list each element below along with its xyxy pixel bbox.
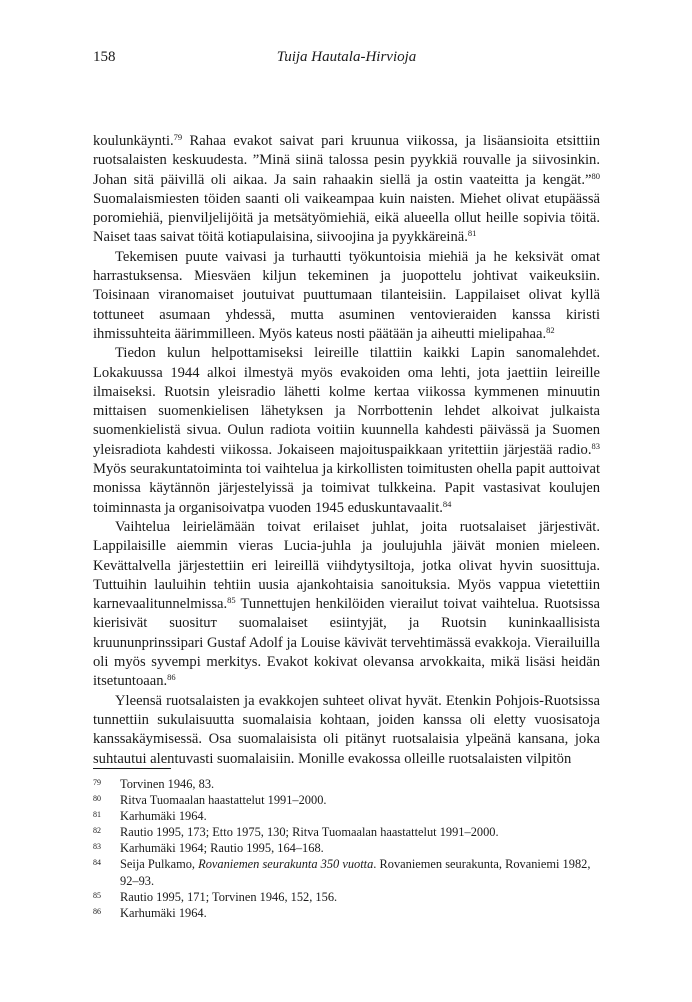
footnote-text (120, 808, 600, 824)
running-head: Tuija Hautala-Hirvioja (276, 49, 417, 65)
footnote (93, 792, 600, 808)
paragraph-text: Tunnettujen henkilöiden vierailut toivat vaihtelua. Ruotsissa kierisivät suosituт suomalaiset esiintyjät, ja Ruotsin kuninkaallisista kruununprinssipari Gustaf Adolf ja Louise kävivät tervehtimässä evakkoja. Vierailuilla oli myös syvempi merkitys. Evakot kokivat olevansa arvokkaita, mikä lisäsi heidän itsetuntoaan. (93, 596, 600, 690)
paragraph-text: Rahaa evakot saivat pari kruunua viikossa, ja lisäansioita etsittiin ruotsalaisten keskuudesta. ”Minä siinä talossa pesin pyykkiä rouvalle ja siivosinkin. Johan sitä päivillä oli aikaa. Ja sain rahaakin siellä ja ostin vaateitta ja kengät.” (93, 133, 600, 188)
paragraph-text: Vaihtelua leirielämään toivat erilaiset juhlat, joita ruotsalaiset järjestivät. Lappilaisille aiemmin vieras Lucia-juhla ja joulujuhla jäivät monien mieleen. Kevättalvella järjestettiin eri leireillä viihdytysiltoja, jotka olivat hyvin suosittuja. Tuttuihin lauluihin tehtiin uusia ajankohtaisia sanoituksia. Myös vappua vietettiin karnevaalitunnelmissa. (93, 518, 600, 613)
footnote-number: 79 (93, 778, 101, 787)
paragraph-text: Tekemisen puute vaivasi ja turhautti työkuntoisia miehiä ja he keksivät omat harrastuksensa. Miesväen kiljun tekeminen ja juopottelu johtivat vaikeuksiin. Toisinaan viranomaiset joutuivat puuttumaan tilanteisiin. Lappilaiset olivat kyllä tottuneet asumaan yhdessä, mutta asuminen ventovieraiden kanssa kiristi ihmissuhteita äärimmilleen. Myös kateus nosti päätään ja aiheutti mielipahaa. (93, 248, 600, 342)
footnote-reference: 82 (546, 324, 555, 335)
footnote (93, 824, 600, 840)
footnote (93, 808, 600, 824)
footnote-number: 84 (93, 858, 101, 868)
footnote-text (120, 889, 600, 905)
footnote-text (120, 824, 600, 840)
footnote-number: 86 (93, 906, 101, 916)
footnote-reference: 84 (442, 498, 452, 509)
footnote-separator (93, 768, 171, 769)
page-number: 158 (93, 49, 116, 65)
footnote-text (120, 776, 600, 792)
page-header (93, 49, 600, 71)
footnote-reference: 81 (467, 228, 477, 239)
footnote-text-part: Karhumäki 1964; Rautio 1995, 164–168. (120, 841, 324, 856)
footnotes (93, 776, 600, 921)
footnote-reference: 83 (591, 440, 600, 451)
footnote-text-part: Rautio 1995, 171; Torvinen 1946, 152, 156. (120, 889, 338, 904)
paragraph (93, 518, 600, 692)
footnote-title: Rovaniemen seurakunta 350 vuotta (198, 857, 374, 872)
footnote-text-part: Seija Pulkamo, (120, 857, 199, 872)
paragraph (93, 692, 600, 769)
footnote (93, 840, 600, 856)
paragraph-text: Myös seurakuntatoiminta toi vaihtelua ja kirkollisten toimitusten ohella papit auttoivat monissa käytännön järjestelyissä ja toimivat tulkkeina. Papit vastasivat koulujen toiminnasta ja organisoivatpa vuoden 1945 eduskuntavaalit. (93, 461, 600, 516)
paragraph (93, 248, 600, 344)
footnote (93, 856, 600, 888)
footnote (93, 776, 600, 792)
footnote-reference: 79 (173, 132, 183, 142)
footnote-text (120, 905, 600, 921)
footnote-text (120, 840, 600, 856)
footnote-number: 81 (93, 810, 101, 820)
footnote-text-part: Torvinen 1946, 83. (120, 777, 215, 791)
footnote-text (120, 792, 600, 808)
footnote-reference: 86 (167, 672, 176, 683)
paragraph (93, 344, 600, 518)
footnote-number: 83 (93, 842, 101, 852)
footnote-number: 85 (93, 890, 101, 900)
paragraph (93, 132, 600, 248)
footnote-reference: 85 (227, 595, 236, 606)
footnote-reference: 80 (591, 170, 600, 181)
paragraph-text: Yleensä ruotsalaisten ja evakkojen suhteet olivat hyvät. Etenkin Pohjois-Ruotsissa tunnettiin sukulaisuutta suomalaisia kohtaan, joiden kanssa oli eletty vuosisatoja kanssakäymisessä. Osa suomalaisista oli pitänyt ruotsalaisia ylpeänä kansana, joka suhtautui alentuvasti suomalaisiin. Monille evakossa olleille ruotsalaisten vilpitön (93, 692, 600, 767)
body-text (93, 132, 600, 769)
footnote-text-part: Karhumäki 1964. (120, 905, 207, 920)
paragraph-text: koulunkäynti. (93, 133, 174, 149)
footnote-text-part: Karhumäki 1964. (120, 809, 207, 824)
paragraph-text: Suomalaismiesten töiden saanti oli vaikeampaa kuin naisten. Miehet olivat etupäässä poromiehiä, pienviljelijöitä ja metsätyömiehiä, eikä alueella ollut heille sopivia töitä. Naiset taas saivat töitä kotiapulaisina, siivoojina ja pyykkäreinä. (93, 190, 600, 246)
footnote-number: 80 (93, 794, 101, 804)
footnote (93, 905, 600, 921)
footnote-text-part: Ritva Tuomaalan haastattelut 1991–2000. (120, 793, 327, 808)
paragraph-text: Tiedon kulun helpottamiseksi leireille tilattiin kaikki Lapin sanomalehdet. Lokakuussa 1944 alkoi ilmestyä myös evakoiden oma lehti, jota jaettiin leireille ilmaiseksi. Ruotsin yleisradio lähetti kolme kertaa viikossa kymmenen minuutin mittaisen suomenkielisen lähetyksen ja Norrbottenin lehdet alkoivat julkaista suomenkielistä sivua. Oulun radiota voitiin kuunnella kahdesti päivässä ja Suomen yleisradiota kahdesti viikossa. Jokaiseen majoituspaikkaan yritettiin järjestää radio. (93, 345, 600, 458)
footnote-text-part: . Rovaniemen seurakunta, Rovaniemi 1982, 92–93. (120, 857, 591, 888)
footnote-text (120, 856, 600, 888)
footnote (93, 889, 600, 905)
footnote-number: 82 (93, 826, 101, 836)
footnote-text-part: Rautio 1995, 173; Etto 1975, 130; Ritva Tuomaalan haastattelut 1991–2000. (120, 825, 499, 840)
